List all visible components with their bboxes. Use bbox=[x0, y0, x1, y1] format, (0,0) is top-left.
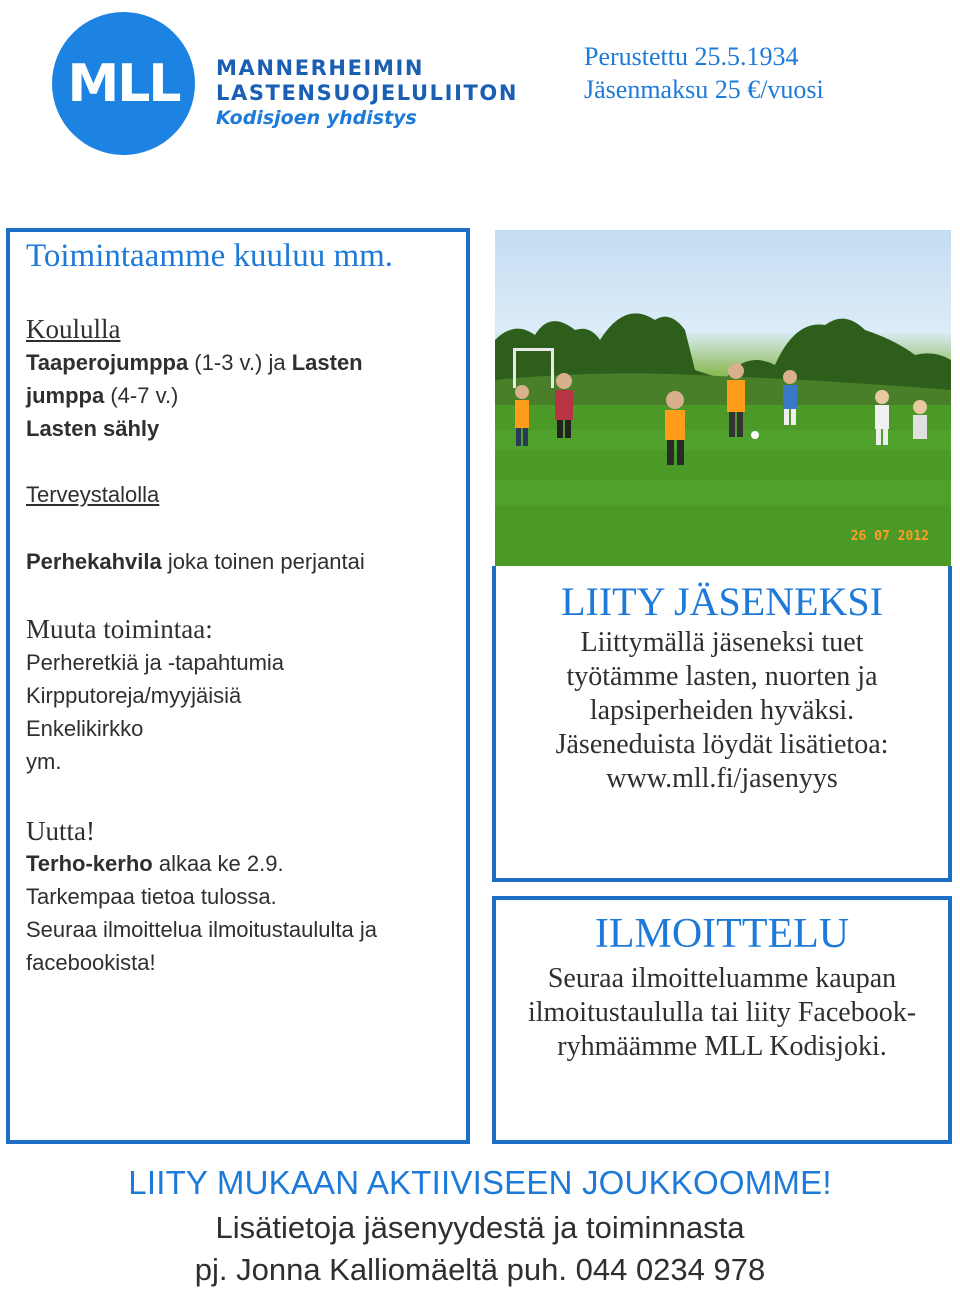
school-line-2 bbox=[26, 383, 178, 409]
school-line-1-text: (1-3 v.) ja bbox=[188, 350, 292, 375]
school-line-3: Lasten sähly bbox=[26, 416, 160, 441]
logo-line-2: LASTENSUOJELULIITON bbox=[216, 81, 519, 105]
founded-text: Perustettu 25.5.1934 bbox=[584, 42, 799, 71]
join-box bbox=[492, 566, 952, 882]
other-item-4: ym. bbox=[26, 749, 62, 774]
join-line-4: Jäseneduista löydät lisätietoa: bbox=[555, 729, 889, 760]
join-line-2: työtämme lasten, nuorten ja bbox=[566, 661, 878, 692]
school-line-2-text: (4-7 v.) bbox=[104, 383, 179, 408]
fee-text: Jäsenmaksu 25 €/vuosi bbox=[584, 75, 824, 104]
terho-line bbox=[26, 851, 284, 877]
perhekahvila-label: Perhekahvila bbox=[26, 549, 162, 574]
logo-line-1: MANNERHEIMIN bbox=[216, 56, 425, 80]
health-center-title: Terveystalolla bbox=[26, 482, 160, 507]
terho-text: alkaa ke 2.9. bbox=[152, 851, 284, 876]
notice-line-1: Seuraa ilmoitteluamme kaupan bbox=[547, 963, 897, 994]
follow-line-1: Seuraa ilmoittelua ilmoitustaululta ja bbox=[26, 917, 377, 942]
terho-kerho-label: Terho-kerho bbox=[26, 851, 153, 876]
jumppa-label: jumppa bbox=[26, 383, 105, 408]
notice-title: ILMOITTELU bbox=[594, 911, 850, 957]
other-item-1: Perheretkiä ja -tapahtumia bbox=[26, 650, 285, 675]
school-title: Koululla bbox=[26, 314, 121, 344]
school-line-1 bbox=[26, 350, 363, 376]
footer-contact-line: pj. Jonna Kalliomäeltä puh. 044 0234 978 bbox=[194, 1252, 766, 1287]
membership-link[interactable]: www.mll.fi/jasenyys bbox=[606, 763, 838, 794]
notice-line-3: ryhmäämme MLL Kodisjoki. bbox=[557, 1031, 887, 1062]
join-title: LIITY JÄSENEKSI bbox=[561, 579, 883, 624]
taaperojumppa-label: Taaperojumppa bbox=[26, 350, 189, 375]
more-info-line: Tarkempaa tietoa tulossa. bbox=[26, 884, 277, 909]
kids-football-photo bbox=[495, 230, 951, 568]
logo-mark: MLL bbox=[67, 53, 180, 114]
footer-call-to-action: LIITY MUKAAN AKTIIVISEEN JOUKKOOMME! bbox=[128, 1164, 832, 1201]
footer-info-line: Lisätietoja jäsenyydestä ja toiminnasta bbox=[215, 1210, 745, 1245]
founding-info bbox=[584, 40, 824, 106]
join-line-3: lapsiperheiden hyväksi. bbox=[589, 695, 855, 726]
mll-logo-circle bbox=[52, 12, 195, 155]
new-title: Uutta! bbox=[26, 816, 95, 846]
logo-line-3: Kodisjoen yhdistys bbox=[216, 107, 417, 129]
lasten-label: Lasten bbox=[291, 350, 363, 375]
join-text bbox=[496, 626, 948, 796]
join-line-1: Liittymällä jäseneksi tuet bbox=[580, 627, 864, 658]
family-cafe-text: joka toinen perjantai bbox=[161, 549, 365, 574]
photo-date-stamp: 26 07 2012 bbox=[850, 529, 929, 544]
notice-text bbox=[496, 962, 948, 1064]
photo-illustration bbox=[495, 230, 951, 568]
follow-line-2: facebookista! bbox=[26, 950, 156, 975]
family-cafe-line bbox=[26, 549, 365, 575]
other-activities-title: Muuta toimintaa: bbox=[26, 614, 213, 644]
notice-box bbox=[492, 896, 952, 1144]
other-item-3: Enkelikirkko bbox=[26, 716, 144, 741]
activities-heading: Toimintaamme kuuluu mm. bbox=[26, 238, 394, 274]
notice-line-2: ilmoitustaululla tai liity Facebook- bbox=[527, 997, 917, 1028]
other-item-2: Kirpputoreja/myyjäisiä bbox=[26, 683, 242, 708]
logo-wordmark bbox=[216, 58, 518, 128]
